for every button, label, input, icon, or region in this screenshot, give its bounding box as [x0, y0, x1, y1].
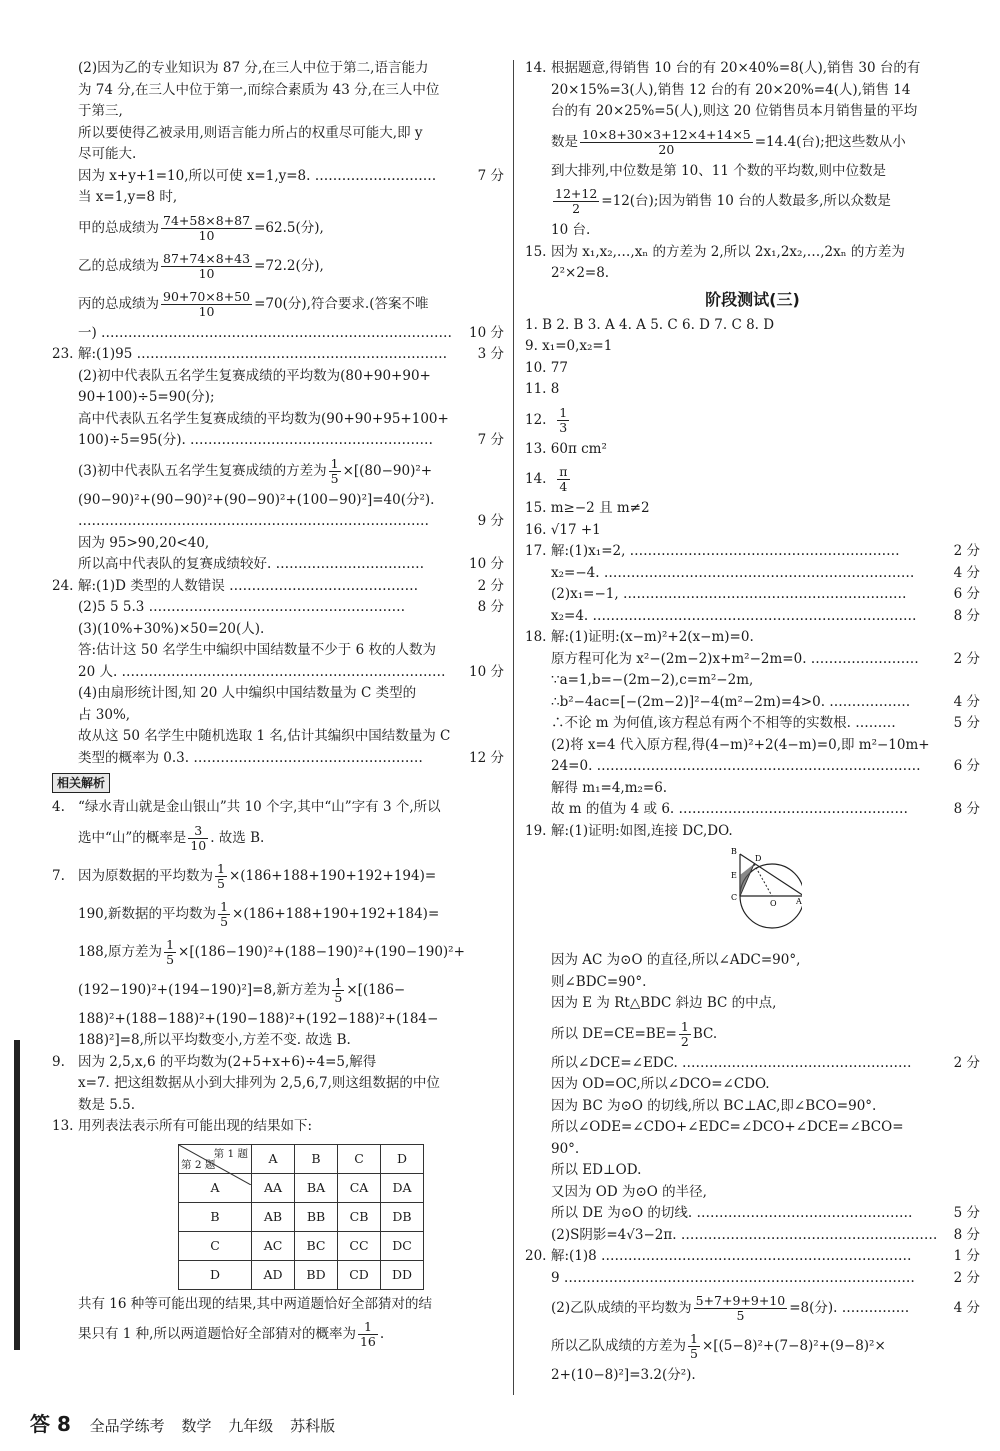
text-line: 因为 AC 为⊙O 的直径,所以∠ADC=90°,	[551, 952, 801, 968]
text-line: 90°.	[551, 1140, 580, 1157]
table-row	[179, 1202, 424, 1231]
text-line: 所以要使得乙被录用,则语言能力所占的权重尽可能大,即 y	[78, 124, 423, 141]
text-line: 2+(10−8)²]=3.2(分²).	[551, 1367, 696, 1383]
answer-12: 12. $\frac{1}{3}$	[525, 404, 568, 435]
table-row	[179, 1231, 424, 1260]
point-label: E	[731, 871, 737, 880]
text-line: 9 …………………………………………………………………… 2 分	[551, 1269, 980, 1286]
table-cell: BB	[295, 1202, 338, 1231]
text-line: 188)²]=8,所以平均数变小,方差不变. 故选 B.	[78, 1032, 351, 1048]
table-cell: AD	[252, 1260, 295, 1289]
text-line: (3)(10%+30%)×50=20(人).	[78, 620, 265, 637]
table-header: D	[381, 1144, 424, 1173]
text-line: 答:估计这 50 名学生中编织中国结数量不少于 6 枚的人数为	[78, 642, 436, 658]
text-line: 到大排列,中位数是第 10、11 个数的平均数,则中位数是	[551, 162, 887, 179]
answer-13: 13. 60π cm²	[525, 440, 607, 457]
text-line: 188)²+(188−188)²+(190−188)²+(192−188)²+(184−	[78, 1010, 439, 1027]
fraction: $\frac{90+70\times 8+50}{10}$	[163, 288, 251, 319]
table-cell: DC	[381, 1231, 424, 1260]
text-line: (3)初中代表队五名学生复赛成绩的方差为 $\frac{1}{5}$ ×[(80−90)²+	[78, 455, 433, 486]
text-line: (192−190)²+(194−190)²]=8,新方差为 $\frac{1}{5}$ ×[(186−	[78, 974, 406, 1005]
table-cell: BD	[295, 1260, 338, 1289]
text-line: 因为 OD=OC,所以∠DCO=∠CDO.	[551, 1076, 770, 1092]
text-line: 所以 DE=CE=BE= $\frac{1}{2}$ BC.	[551, 1018, 718, 1049]
text-line: x=7. 把这组数据从小到大排列为 2,5,6,7,则这组数据的中位	[78, 1075, 440, 1091]
text-line: (2)初中代表队五名学生复赛成绩的平均数为(80+90+90+	[78, 367, 431, 384]
text-line: 台的有 20×25%=5(人),则这 20 位销售员本月销售量的平均	[551, 103, 918, 119]
text-line: …………………………………………………………………… 9 分	[78, 513, 504, 529]
analysis-4: 4. “绿水青山就是金山银山”共 10 个字,其中“山”字有 3 个,所以	[52, 799, 441, 815]
text-line: (90−90)²+(90−90)²+(90−90)²+(100−90)²]=40(分²).	[78, 491, 435, 508]
table-header: A	[252, 1144, 295, 1173]
grade-label: 九年级	[228, 1417, 274, 1435]
table-corner: 第 1 题 第 2 题	[179, 1144, 252, 1173]
table-cell: CB	[338, 1202, 381, 1231]
question-23: 23. 解:(1)95 …………………………………………………………… 3 分	[52, 346, 504, 362]
table-cell: BC	[295, 1231, 338, 1260]
left-column	[52, 58, 504, 1353]
answer-9: 9. x₁=0,x₂=1	[525, 338, 613, 354]
outcome-table	[178, 1144, 424, 1290]
text-line: 所以∠ODE=∠CDO+∠EDC=∠DCO+∠DCE=∠BCO=	[551, 1119, 904, 1135]
text-line: (2)因为乙的专业知识为 87 分,在三人中位于第二,语言能力	[78, 60, 429, 76]
text-line: 故从这 50 名学生中随机选取 1 名,估计其编织中国结数量为 C	[78, 728, 451, 744]
section-badge: 相关解析	[52, 773, 110, 793]
point-label: D	[755, 854, 762, 863]
text-line: 24=0. ……………………………………………………………… 6 分	[551, 758, 980, 774]
text-line: 选中“山”的概率是 $\frac{3}{10}$ . 故选 B.	[78, 822, 265, 853]
question-18: 18. 解:(1)证明:(x−m)²+2(x−m)=0.	[525, 629, 754, 645]
text-line: 原方程可化为 x²−(2m−2)x+m²−2m=0. …………………… 2 分	[551, 650, 980, 667]
table-cell: AC	[252, 1231, 295, 1260]
point-label: B	[731, 847, 737, 856]
point-label: A	[796, 897, 802, 906]
table-cell: DA	[381, 1173, 424, 1202]
text-line: 因为 x+y+1=10,所以可使 x=1,y=8. ……………………… 7 分	[52, 166, 504, 188]
text-line: 数是 $\frac{10\times 8+30\times 3+12\times 4+14\times 5}{20}$ =14.4(台);把这些数从小	[551, 126, 906, 157]
subject-label: 数学	[181, 1417, 212, 1435]
table-cell: AA	[252, 1173, 295, 1202]
text-line: 所以∠DCE=∠EDC. …………………………………………… 2 分	[551, 1054, 980, 1071]
text-line: 类型的概率为 0.3. …………………………………………… 12 分	[78, 749, 504, 766]
question-19: 19. 解:(1)证明:如图,连接 DC,DO.	[525, 822, 733, 839]
table-cell: CA	[338, 1173, 381, 1202]
text-line: 188,原方差为 $\frac{1}{5}$ ×[(186−190)²+(188−190)²+(190−190)²+	[78, 936, 465, 967]
table-cell: B	[179, 1202, 252, 1231]
point-label: C	[731, 893, 738, 902]
text-line: 10 台.	[551, 222, 591, 238]
point-label: O	[770, 899, 777, 908]
text-line: 于第三,	[78, 103, 123, 119]
text-line: 2²×2=8.	[551, 265, 610, 281]
text-line: 数是 5.5.	[78, 1096, 136, 1113]
fraction: $\frac{74+58\times 8+87}{10}$	[163, 212, 251, 243]
text-line: 当 x=1,y=8 时,	[78, 189, 178, 205]
answer-14: 14. $\frac{\pi}{4}$	[525, 464, 568, 494]
analysis-7: 7. 因为原数据的平均数为 $\frac{1}{5}$ ×(186+188+190+192+194)=	[52, 860, 437, 891]
book-title: 全品学练考	[89, 1417, 165, 1435]
text-line: 则∠BDC=90°.	[551, 973, 647, 990]
text-line: 尽可能大.	[78, 146, 137, 162]
answer-key: 1. B 2. B 3. A 4. A 5. C 6. D 7. C 8. D	[525, 316, 775, 333]
text-line: 高中代表队五名学生复赛成绩的平均数为(90+90+95+100+	[78, 410, 449, 427]
text-line: 所以高中代表队的复赛成绩较好. …………………………… 10 分	[78, 556, 504, 572]
table-cell: C	[179, 1231, 252, 1260]
text-line: 共有 16 种等可能出现的结果,其中两道题恰好全部猜对的结	[78, 1295, 433, 1312]
text-line: (2)x₁=−1, ……………………………………………………… 6 分	[551, 586, 980, 602]
text-line: 为 74 分,在三人中位于第一,而综合素质为 43 分,在三人中位	[78, 81, 440, 98]
text-line: x₂=4. ……………………………………………………………… 8 分	[551, 607, 980, 624]
text-line: (2)乙队成绩的平均数为 $\frac{5+7+9+9+10}{5}$ =8(分). …………… 4 分	[551, 1293, 980, 1323]
text-line: (2)S阴影=4√3−2π. ………………………………………………… 8 分	[551, 1226, 980, 1243]
analysis-15: 15. 因为 x₁,x₂,…,xₙ 的方差为 2,所以 2x₁,2x₂,…,2xₙ 的方差为	[525, 243, 905, 260]
question-17: 17. 解:(1)x₁=2, …………………………………………………… 2 分	[525, 543, 980, 559]
table-cell: CD	[338, 1260, 381, 1289]
table-row	[179, 1260, 424, 1289]
table-cell: DB	[381, 1202, 424, 1231]
analysis-13: 13. 用列表法表示所有可能出现的结果如下:	[52, 1118, 313, 1134]
answer-15: 15. m≥−2 且 m≠2	[525, 500, 650, 516]
text-line: (2)将 x=4 代入原方程,得(4−m)²+2(4−m)=0,即 m²−10m+	[551, 736, 930, 753]
section-heading: 阶段测试(三)	[705, 289, 800, 309]
text-line: 一) …………………………………………………………………… 10 分	[78, 324, 504, 341]
text-line: 又因为 OD 为⊙O 的半径,	[551, 1183, 707, 1200]
edition-label: 苏科版	[290, 1417, 336, 1435]
text-line: 90+100)÷5=90(分);	[78, 389, 215, 405]
table-cell: A	[179, 1173, 252, 1202]
text-line: 故 m 的值为 4 或 6. …………………………………………… 8 分	[551, 801, 980, 817]
table-header: B	[295, 1144, 338, 1173]
question-24: 24. 解:(1)D 类型的人数错误 …………………………………… 2 分	[52, 577, 504, 594]
text-line: ∴b²−4ac=[−(2m−2)]²−4(m²−2m)=4>0. ……………… 4 分	[551, 693, 980, 710]
text-line: 甲的总成绩为 $\frac{74+58\times 8+87}{10}$ =62.5(分),	[78, 212, 324, 243]
text-line: 因为 BC 为⊙O 的切线,所以 BC⊥AC,即∠BCO=90°.	[551, 1097, 877, 1114]
text-line: 果只有 1 种,所以两道题恰好全部猜对的概率为 $\frac{1}{16}$ .	[78, 1319, 385, 1349]
text-line: x₂=−4. …………………………………………………………… 4 分	[551, 564, 980, 581]
text-line: ∵a=1,b=−(2m−2),c=m²−2m,	[551, 672, 754, 688]
right-column	[525, 58, 980, 1387]
text-line: 190,新数据的平均数为 $\frac{1}{5}$ ×(186+188+190+192+184)=	[78, 898, 440, 929]
column-divider	[513, 60, 514, 1395]
text-line: 解得 m₁=4,m₂=6.	[551, 779, 668, 796]
table-cell: D	[179, 1260, 252, 1289]
text-line: 占 30%,	[78, 706, 131, 723]
text-line: (2)5 5 5.3 ………………………………………………… 8 分	[78, 599, 504, 615]
text-line: 因为 E 为 Rt△BDC 斜边 BC 的中点,	[551, 995, 777, 1011]
table-cell: BA	[295, 1173, 338, 1202]
table-cell: CC	[338, 1231, 381, 1260]
table-header: C	[338, 1144, 381, 1173]
text-line: 所以 DE 为⊙O 的切线. ………………………………………… 5 分	[551, 1205, 980, 1221]
answer-16: 16. √17 +1	[525, 521, 601, 538]
analysis-9: 9. 因为 2,5,x,6 的平均数为(2+5+x+6)÷4=5,解得	[52, 1053, 377, 1070]
question-20: 20. 解:(1)8 …………………………………………………………… 1 分	[525, 1248, 980, 1264]
geometry-figure	[730, 844, 802, 944]
table-cell: AB	[252, 1202, 295, 1231]
text-line: 所以 ED⊥OD.	[551, 1162, 642, 1178]
answer-10: 10. 77	[525, 359, 568, 376]
text-line: 丙的总成绩为 $\frac{90+70\times 8+50}{10}$ =70(分),符合要求.(答案不唯	[78, 288, 429, 319]
text-line: 所以乙队成绩的方差为 $\frac{1}{5}$ ×[(5−8)²+(7−8)²+(9−8)²×	[551, 1331, 886, 1361]
text-line: 20×15%=3(人),销售 12 台的有 20×20%=4(人),销售 14	[551, 81, 911, 98]
text-line: 因为 95>90,20<40,	[78, 534, 210, 551]
text-line: 乙的总成绩为 $\frac{87+74\times 8+43}{10}$ =72.2(分),	[78, 250, 324, 281]
analysis-14: 14. 根据题意,得销售 10 台的有 20×40%=8(人),销售 30 台的有	[525, 60, 921, 76]
text-line: ∴不论 m 为何值,该方程总有两个不相等的实数根. ……… 5 分	[551, 715, 980, 731]
answer-11: 11. 8	[525, 381, 560, 397]
page-footer	[30, 1408, 347, 1437]
fraction: $\frac{87+74\times 8+43}{10}$	[163, 250, 251, 281]
margin-bar	[14, 1040, 20, 1350]
page-number: 答 8	[30, 1412, 71, 1436]
text-line: 100)÷5=95(分). ……………………………………………… 7 分	[78, 432, 504, 448]
table-cell: DD	[381, 1260, 424, 1289]
text-line: $\frac{12+12}{2}$ =12(台);因为销售 10 台的人数最多,所以众数是	[555, 186, 891, 216]
score: 7 分	[477, 167, 504, 184]
text-line: 20 人. ……………………………………………………………… 10 分	[78, 663, 504, 680]
text-line: (4)由扇形统计图,知 20 人中编织中国结数量为 C 类型的	[78, 685, 417, 701]
